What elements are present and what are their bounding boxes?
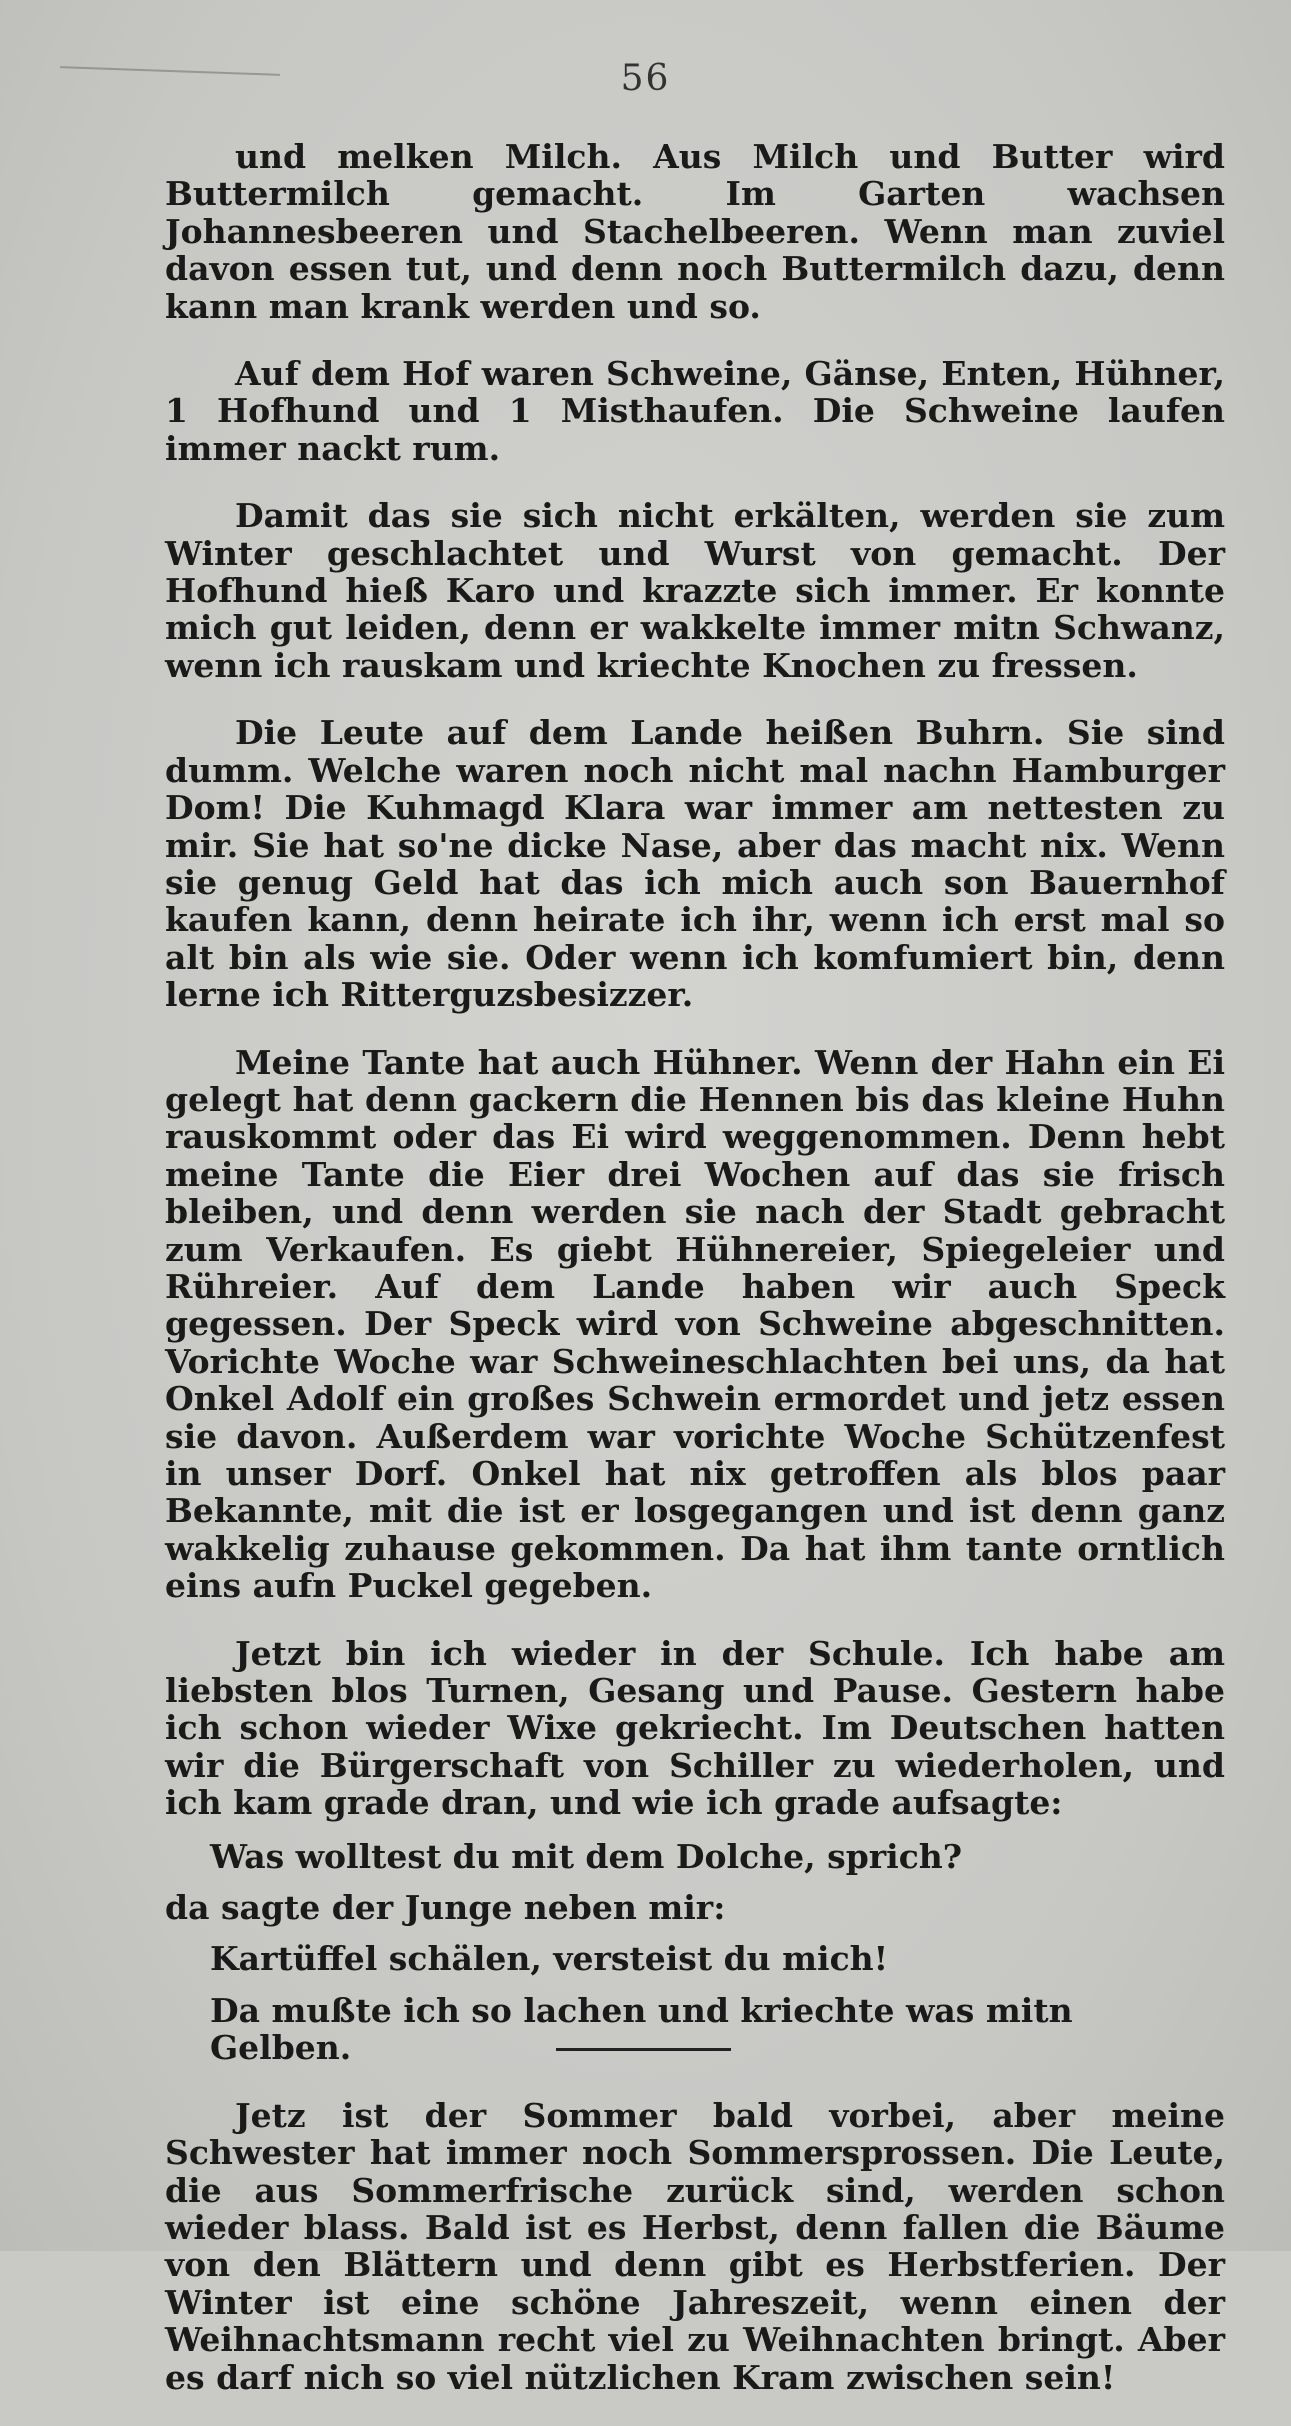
- paragraph-6: Jetzt bin ich wieder in der Schule. Ich habe am liebsten blos Turnen, Gesang und Pause. Gestern habe ich schon wieder Wixe gekriecht. Im Deutschen hatten wir die Bürgerschaft von Schiller zu wiederholen, und ich kam grade dran, und wie ich grade aufsagte:: [165, 1633, 1225, 1823]
- paragraph-last: Jetz ist der Sommer bald vorbei, aber meine Schwester hat immer noch Sommersprossen. Die Leute, die aus Sommerfrische zurück sind, werden schon wieder blass. Bald ist es Herbst, denn fallen die Bäume von den Blättern und denn gibt es Herbstferien. Der Winter ist eine schöne Jahreszeit, wenn einen der Weihnachtsmann recht viel zu Weihnachten bringt. Aber es darf nich so viel nützlichen Kram zwischen sein!: [165, 2095, 1225, 2397]
- paragraph-5: Meine Tante hat auch Hühner. Wenn der Hahn ein Ei gelegt hat denn gackern die Hennen bis das kleine Huhn rauskommt oder das Ei wird weggenommen. Denn hebt meine Tante die Eier drei Wochen auf das sie frisch bleiben, und denn werden sie nach der Stadt gebracht zum Verkaufen. Es giebt Hühnereier, Spiegeleier und Rühreier. Auf dem Lande haben wir auch Speck gegessen. Der Speck wird von Schweine abgeschnitten. Vorichte Woche war Schweineschlachten bei uns, da hat Onkel Adolf ein großes Schwein ermordet und jetz essen sie davon. Außerdem war vorichte Woche Schützenfest in unser Dorf. Onkel hat nix getroffen als blos paar Bekannte, mit die ist er losgegangen und ist denn ganz wakkelig zuhause gekommen. Da hat ihm tante orntlich eins aufn Puckel gegeben.: [165, 1042, 1225, 1606]
- line-after-quote: da sagte der Junge neben mir:: [165, 1888, 726, 1928]
- quote-lachen: Da mußte ich so lachen und kriechte was mitn Gelben.: [210, 1990, 1073, 2068]
- paragraph-4: Die Leute auf dem Lande heißen Buhrn. Sie sind dumm. Welche waren noch nicht mal nachn Hamburger Dom! Die Kuhmagd Klara war immer am nettesten zu mir. Sie hat so'ne dicke Nase, aber das macht nix. Wenn sie genug Geld hat das ich mich auch son Bauernhof kaufen kann, denn heirate ich ihr, wenn ich erst mal so alt bin als wie sie. Oder wenn ich komfumiert bin, denn lerne ich Ritterguzsbesizzer.: [165, 713, 1225, 1015]
- paragraph-1: und melken Milch. Aus Milch und Butter wird Buttermilch gemacht. Im Garten wachsen Johannesbeeren und Stachelbeeren. Wenn man zuviel davon essen tut, und denn noch Buttermilch dazu, denn kann man krank werden und so.: [165, 137, 1225, 326]
- paragraph-2: Auf dem Hof waren Schweine, Gänse, Enten, Hühner, 1 Hofhund und 1 Misthaufen. Die Schweine laufen immer nackt rum.: [165, 354, 1225, 468]
- paragraph-3: Damit das sie sich nicht erkälten, werden sie zum Winter geschlachtet und Wurst von gemacht. Der Hofhund hieß Karo und krazzte sich immer. Er konnte mich gut leiden, denn er wakkelte immer mitn Schwanz, wenn ich rauskam und kriechte Knochen zu fressen.: [165, 496, 1225, 685]
- quote-kartueffel: Kartüffel schälen, versteist du mich!: [210, 1939, 889, 1979]
- body-text: [165, 138, 1225, 2426]
- page-number: 56: [620, 58, 671, 99]
- end-rule: [556, 2048, 731, 2051]
- quote-dolch: Was wolltest du mit dem Dolche, sprich?: [210, 1836, 963, 1876]
